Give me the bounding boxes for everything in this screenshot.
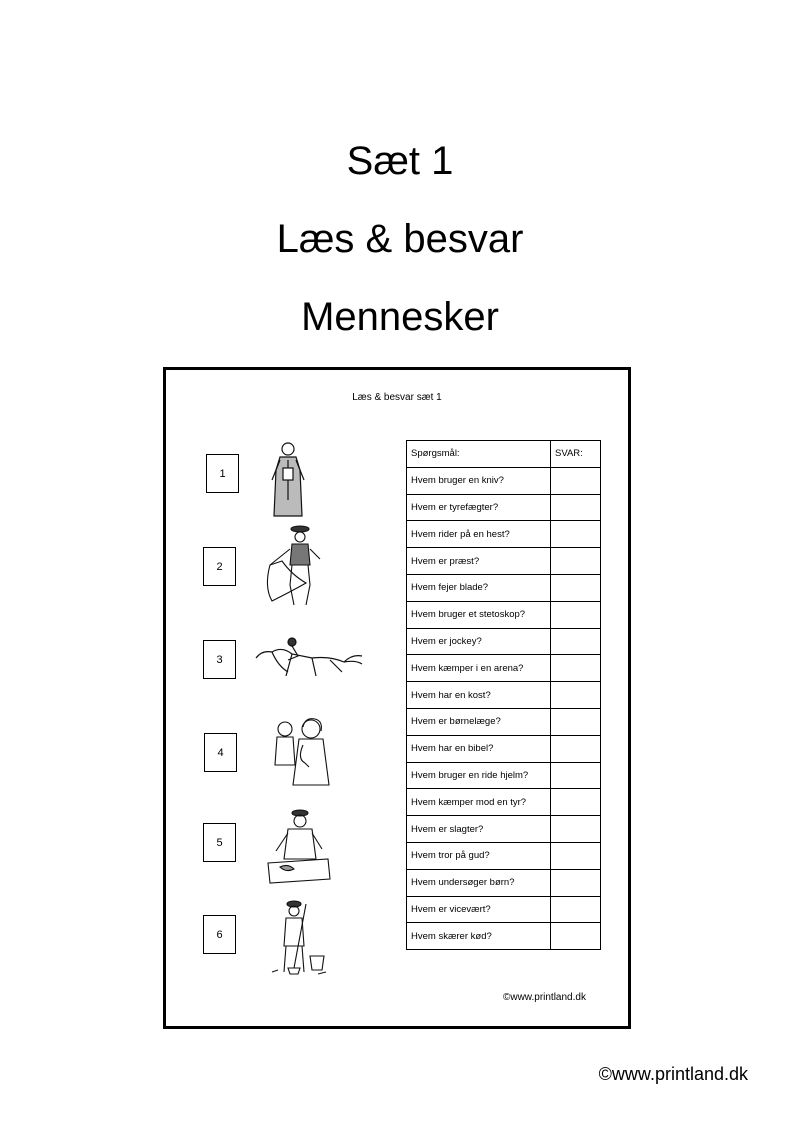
- priest-illustration: [266, 440, 310, 518]
- question-cell: Hvem er tyrefægter?: [407, 494, 551, 521]
- butcher-illustration: [266, 807, 332, 885]
- answer-cell[interactable]: [551, 789, 601, 816]
- table-header-row: [407, 441, 601, 468]
- table-row: [407, 628, 601, 655]
- question-cell: Hvem skærer kød?: [407, 923, 551, 950]
- worksheet-title: Læs & besvar sæt 1: [352, 392, 442, 403]
- question-cell: Hvem er jockey?: [407, 628, 551, 655]
- answer-cell[interactable]: [551, 682, 601, 709]
- answer-cell[interactable]: [551, 548, 601, 575]
- question-cell: Hvem er slagter?: [407, 816, 551, 843]
- answer-cell[interactable]: [551, 923, 601, 950]
- answer-cell[interactable]: [551, 842, 601, 869]
- worksheet-copyright: ©www.printland.dk: [503, 992, 586, 1003]
- answer-cell[interactable]: [551, 574, 601, 601]
- number-box-6: 6: [203, 915, 236, 954]
- answer-cell[interactable]: [551, 896, 601, 923]
- number-box-3: 3: [203, 640, 236, 679]
- janitor-illustration: [270, 898, 330, 978]
- question-cell: Hvem har en kost?: [407, 682, 551, 709]
- question-cell: Hvem bruger et stetoskop?: [407, 601, 551, 628]
- question-cell: Hvem bruger en kniv?: [407, 467, 551, 494]
- table-row: [407, 548, 601, 575]
- questions-table: [406, 440, 601, 950]
- question-cell: Hvem har en bibel?: [407, 735, 551, 762]
- answer-cell[interactable]: [551, 521, 601, 548]
- number-box-4: 4: [204, 733, 237, 772]
- question-cell: Hvem tror på gud?: [407, 842, 551, 869]
- answer-cell[interactable]: [551, 601, 601, 628]
- table-row: [407, 521, 601, 548]
- question-cell: Hvem kæmper i en arena?: [407, 655, 551, 682]
- header-question: Spørgsmål:: [407, 441, 551, 468]
- answer-cell[interactable]: [551, 655, 601, 682]
- table-row: [407, 574, 601, 601]
- answer-cell[interactable]: [551, 467, 601, 494]
- answer-cell[interactable]: [551, 494, 601, 521]
- table-row: [407, 682, 601, 709]
- question-cell: Hvem er vicevært?: [407, 896, 551, 923]
- table-row: [407, 735, 601, 762]
- table-row: [407, 467, 601, 494]
- table-row: [407, 655, 601, 682]
- title-read-answer: Læs & besvar: [276, 217, 524, 261]
- page-titles: [0, 122, 800, 356]
- table-row: [407, 708, 601, 735]
- answer-cell[interactable]: [551, 735, 601, 762]
- table-row: [407, 896, 601, 923]
- number-box-1: 1: [206, 454, 239, 493]
- answer-cell[interactable]: [551, 816, 601, 843]
- answer-cell[interactable]: [551, 708, 601, 735]
- bullfighter-illustration: [262, 525, 338, 611]
- title-set: Sæt 1: [346, 139, 454, 183]
- table-row: [407, 494, 601, 521]
- worksheet-preview: [163, 367, 631, 1029]
- answer-cell[interactable]: [551, 869, 601, 896]
- table-row: [407, 601, 601, 628]
- question-cell: Hvem rider på en hest?: [407, 521, 551, 548]
- answer-cell[interactable]: [551, 762, 601, 789]
- question-cell: Hvem undersøger børn?: [407, 869, 551, 896]
- number-box-5: 5: [203, 823, 236, 862]
- table-row: [407, 869, 601, 896]
- doctor-illustration: [269, 715, 333, 787]
- question-cell: Hvem er præst?: [407, 548, 551, 575]
- number-box-2: 2: [203, 547, 236, 586]
- jockey-illustration: [252, 636, 364, 680]
- question-cell: Hvem er børnelæge?: [407, 708, 551, 735]
- question-cell: Hvem bruger en ride hjelm?: [407, 762, 551, 789]
- question-cell: Hvem fejer blade?: [407, 574, 551, 601]
- title-topic: Mennesker: [301, 295, 499, 339]
- table-row: [407, 762, 601, 789]
- table-row: [407, 923, 601, 950]
- table-row: [407, 789, 601, 816]
- table-row: [407, 816, 601, 843]
- page-copyright[interactable]: ©www.printland.dk: [598, 1064, 748, 1084]
- answer-cell[interactable]: [551, 628, 601, 655]
- question-cell: Hvem kæmper mod en tyr?: [407, 789, 551, 816]
- header-answer: SVAR:: [551, 441, 601, 468]
- table-row: [407, 842, 601, 869]
